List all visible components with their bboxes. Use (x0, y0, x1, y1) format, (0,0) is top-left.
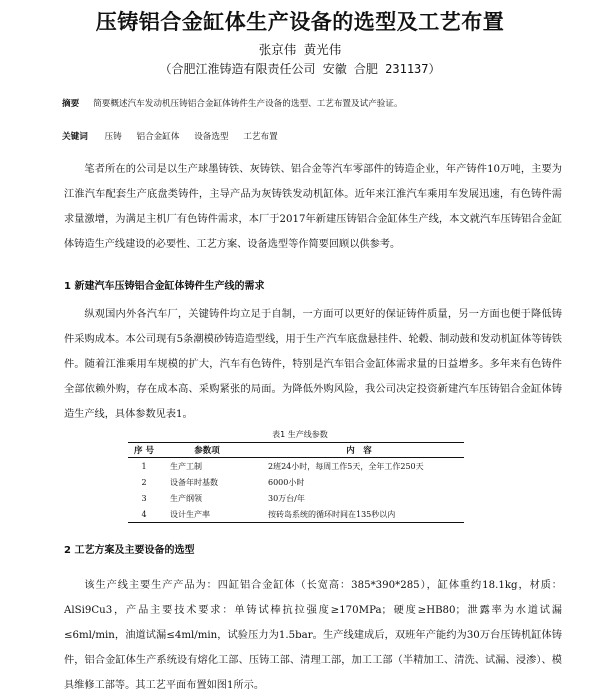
table-cell-content: 30万台/年 (268, 493, 305, 503)
table-header-row (128, 443, 464, 458)
section-1-paragraph: 纵观国内外各汽车厂，关键铸件均立足于自制，一方面可以更好的保证铸件质量，另一方面也便于降低铸件采购成本。本公司现有5条潮模砂铸造造型线，用于生产汽车底盘悬挂件、轮毂、制动鼓和发动机缸体等铸铁件。随着江淮乘用车规模的扩大，汽车有色铸件，特别是汽车铝合金缸体需求量的日益增多。多年来有色铸件全部依赖外购，存在成本高、采购紧张的局面。为降低外购风险，我公司决定投资新建汽车压铸铝合金缸体铸造生产线，具体参数见表1。 (64, 309, 562, 420)
table-caption: 表1 生产线参数 (272, 430, 328, 439)
table-header-cell: 序 号 (128, 443, 160, 458)
table-row (128, 474, 464, 490)
affiliation: （合肥江淮铸造有限责任公司 安徽 合肥 231137） (159, 62, 441, 76)
table-header-cell: 参数项 (160, 443, 254, 458)
keyword: 设备选型 (194, 132, 229, 142)
keywords (62, 130, 560, 142)
table-cell-param: 设备年时基数 (170, 477, 218, 487)
section-1-heading: 1 新建汽车压铸铝合金缸体铸件生产线的需求 (64, 281, 265, 292)
table-row (128, 458, 464, 475)
table-cell-content: 2班24小时，每周工作5天，全年工作250天 (268, 461, 424, 471)
table-cell-index: 4 (141, 509, 147, 519)
section-2-heading: 2 工艺方案及主要设备的选型 (64, 545, 195, 556)
keyword: 工艺布置 (243, 132, 278, 142)
table-cell-param: 生产纲领 (170, 493, 202, 503)
table-cell-param: 设计生产率 (170, 509, 210, 519)
table-cell-param: 生产工制 (170, 461, 202, 471)
paper-title: 压铸铝合金缸体生产设备的选型及工艺布置 (95, 10, 505, 34)
abstract-text: 简要概述汽车发动机压铸铝合金缸体铸件生产设备的选型、工艺布置及试产验证。 (93, 99, 403, 109)
keyword: 压铸 (104, 132, 122, 142)
section-2-paragraph: 该生产线主要生产产品为：四缸铝合金缸体（长宽高：385*390*285），缸体重约18.1kg，材质：AlSi9Cu3，产品主要技术要求：单铸试棒抗拉强度≥170MPa；硬度≥HB80；泄露率为水道试漏≤6ml/min，油道试漏≤4ml/min，试验压力为1.5bar。生产线建成后，双班年产能约为30万台压铸机缸体铸件，铝合金缸体生产系统设有熔化工部、压铸工部、清理工部，加工工部（半精加工、清洗、试漏、浸渗）、模具维修工部等。其工艺平面布置如图1所示。 (64, 580, 562, 691)
parameter-table (128, 442, 464, 523)
table-cell-content: 按砖岛系统的循环时间在135秒以内 (268, 509, 396, 519)
keyword: 铝合金缸体 (136, 132, 180, 142)
table-cell-index: 1 (141, 461, 147, 471)
abstract-label: 摘要 (62, 99, 80, 109)
table-cell-index: 2 (141, 477, 147, 487)
keywords-label: 关键词 (62, 132, 88, 142)
table-cell-content: 6000小时 (268, 477, 305, 487)
table-row (128, 490, 464, 506)
table-row (128, 506, 464, 523)
table-header-cell: 内 容 (254, 443, 464, 458)
abstract (62, 97, 560, 109)
table-cell-index: 3 (141, 493, 147, 503)
parameter-table-wrap (128, 442, 464, 523)
intro-paragraph: 笔者所在的公司是以生产球墨铸铁、灰铸铁、铝合金等汽车零部件的铸造企业，年产铸件10万吨，主要为江淮汽车配套生产底盘类铸件，主导产品为灰铸铁发动机缸体。近年来江淮汽车乘用车发展迅速，有色铸件需求量激增，为满足主机厂有色铸件需求，本厂于2017年新建压铸铝合金缸体生产线，本文就汽车压铸铝合金缸体铸造生产线建设的必要性、工艺方案、设备选型等作简要回顾以供参考。 (64, 164, 562, 250)
author-names: 张京伟 黄光伟 (258, 42, 342, 57)
